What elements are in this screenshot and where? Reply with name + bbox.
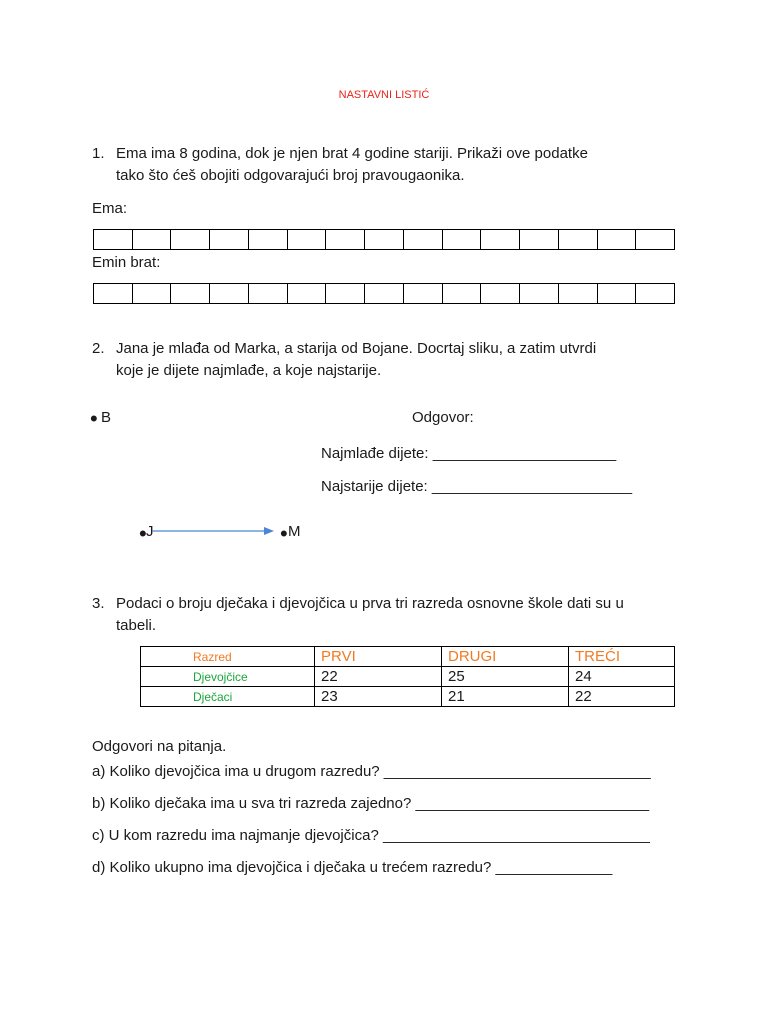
rectangle-cell[interactable] bbox=[171, 284, 210, 303]
arrow-j-to-m bbox=[150, 524, 276, 538]
point-j-label: J bbox=[146, 523, 154, 540]
rectangle-cell[interactable] bbox=[210, 230, 249, 249]
table-header-row bbox=[141, 647, 675, 667]
rectangle-cell[interactable] bbox=[94, 230, 133, 249]
header-cell: TREĆI bbox=[569, 647, 675, 667]
point-dot: • bbox=[280, 521, 288, 546]
rectangle-cell[interactable] bbox=[559, 230, 598, 249]
rectangle-cell[interactable] bbox=[171, 230, 210, 249]
value-cell: 23 bbox=[315, 687, 442, 707]
point-dot: • bbox=[139, 521, 147, 546]
class-data-table bbox=[140, 646, 675, 707]
rectangle-cell[interactable] bbox=[326, 284, 365, 303]
table-row bbox=[141, 667, 675, 687]
point-dot: • bbox=[90, 406, 98, 431]
rectangle-cell[interactable] bbox=[520, 284, 559, 303]
question-text-line: tako što ćeš obojiti odgovarajući broj pravougaonika. bbox=[116, 167, 465, 184]
rectangle-cell[interactable] bbox=[249, 230, 288, 249]
rectangle-cell[interactable] bbox=[365, 230, 404, 249]
rectangle-cell[interactable] bbox=[133, 284, 172, 303]
label-emin-brat: Emin brat: bbox=[92, 254, 161, 271]
question-a[interactable]: a) Koliko djevojčica ima u drugom razredu? ________________________________ bbox=[92, 763, 651, 780]
questions-intro: Odgovori na pitanja. bbox=[92, 738, 227, 755]
rectangle-cell[interactable] bbox=[210, 284, 249, 303]
oldest-answer-line[interactable]: Najstarije dijete: ________________________ bbox=[321, 478, 633, 495]
rectangle-cell[interactable] bbox=[636, 230, 674, 249]
rectangle-cell[interactable] bbox=[598, 230, 637, 249]
rectangle-cell[interactable] bbox=[365, 284, 404, 303]
rectangle-cell[interactable] bbox=[520, 230, 559, 249]
question-text-line: Podaci o broju dječaka i djevojčica u prva tri razreda osnovne škole dati su u bbox=[116, 595, 624, 612]
rectangle-cell[interactable] bbox=[326, 230, 365, 249]
rectangle-cell[interactable] bbox=[94, 284, 133, 303]
header-cell: Razred bbox=[141, 647, 315, 667]
label-ema: Ema: bbox=[92, 200, 128, 217]
row-label-cell: Djevojčice bbox=[141, 667, 315, 687]
rectangle-cell[interactable] bbox=[481, 284, 520, 303]
question-text-line: tabeli. bbox=[116, 617, 157, 634]
value-cell: 22 bbox=[569, 687, 675, 707]
rectangle-cell[interactable] bbox=[288, 230, 327, 249]
value-cell: 24 bbox=[569, 667, 675, 687]
brat-rectangles[interactable] bbox=[93, 283, 675, 304]
rectangle-cell[interactable] bbox=[249, 284, 288, 303]
rectangle-cell[interactable] bbox=[443, 230, 482, 249]
rectangle-cell[interactable] bbox=[636, 284, 674, 303]
question-d[interactable]: d) Koliko ukupno ima djevojčica i dječaka u trećem razredu? ______________ bbox=[92, 859, 613, 876]
value-cell: 22 bbox=[315, 667, 442, 687]
worksheet-title: NASTAVNI LISTIĆ bbox=[338, 89, 430, 101]
question-b[interactable]: b) Koliko dječaka ima u sva tri razreda zajedno? ____________________________ bbox=[92, 795, 650, 812]
rectangle-cell[interactable] bbox=[481, 230, 520, 249]
ema-rectangles[interactable] bbox=[93, 229, 675, 250]
rectangle-cell[interactable] bbox=[288, 284, 327, 303]
rectangle-cell[interactable] bbox=[404, 230, 443, 249]
question-c[interactable]: c) U kom razredu ima najmanje djevojčica? ________________________________ bbox=[92, 827, 650, 844]
question-number: 1. bbox=[92, 145, 105, 162]
header-cell: PRVI bbox=[315, 647, 442, 667]
youngest-answer-line[interactable]: Najmlađe dijete: ______________________ bbox=[321, 445, 617, 462]
header-cell: DRUGI bbox=[442, 647, 569, 667]
rectangle-cell[interactable] bbox=[404, 284, 443, 303]
row-label-cell: Dječaci bbox=[141, 687, 315, 707]
question-number: 2. bbox=[92, 340, 105, 357]
rectangle-cell[interactable] bbox=[598, 284, 637, 303]
rectangle-cell[interactable] bbox=[443, 284, 482, 303]
question-text-line: Jana je mlađa od Marka, a starija od Bojane. Docrtaj sliku, a zatim utvrdi bbox=[116, 340, 597, 357]
question-number: 3. bbox=[92, 595, 105, 612]
value-cell: 25 bbox=[442, 667, 569, 687]
answer-heading: Odgovor: bbox=[412, 409, 474, 426]
question-text-line: koje je dijete najmlađe, a koje najstarije. bbox=[116, 362, 382, 379]
table-row bbox=[141, 687, 675, 707]
rectangle-cell[interactable] bbox=[133, 230, 172, 249]
value-cell: 21 bbox=[442, 687, 569, 707]
point-m-label: M bbox=[288, 523, 301, 540]
rectangle-cell[interactable] bbox=[559, 284, 598, 303]
question-text-line: Ema ima 8 godina, dok je njen brat 4 godine stariji. Prikaži ove podatke bbox=[116, 145, 588, 162]
point-b-label: B bbox=[101, 409, 112, 426]
